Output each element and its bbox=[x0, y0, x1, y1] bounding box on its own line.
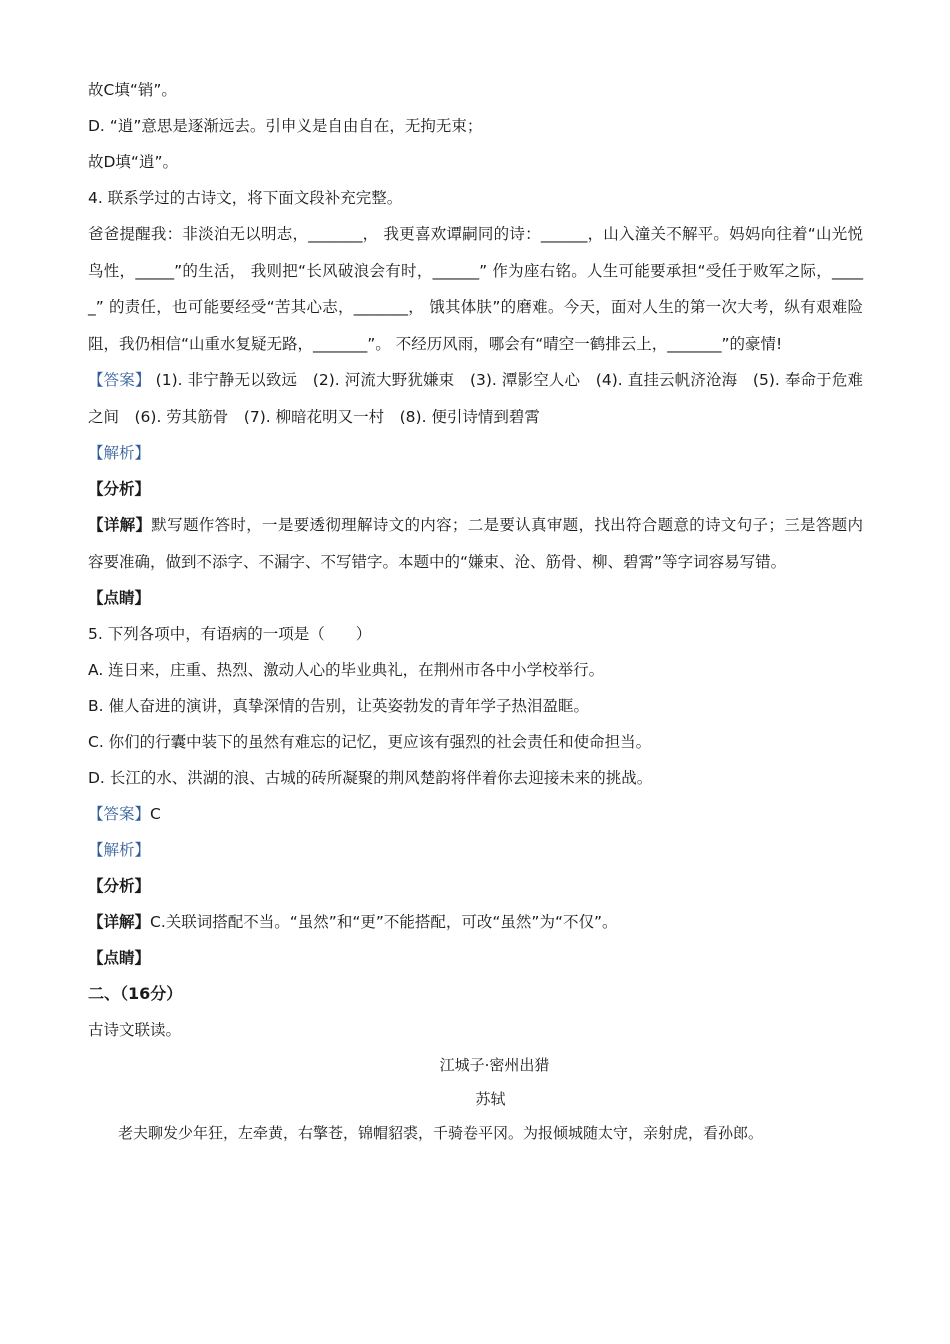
q4-detail-text: 默写题作答时，一是要透彻理解诗文的内容；二是要认真审题，找出符合题意的诗文句子；三是答题内容要准确，做到不添字、不漏字、不写错字。本题中的“嫌束、沧、筋骨、柳、碧霄”等字词容易写错。 bbox=[88, 516, 863, 571]
q4-answer bbox=[88, 362, 863, 435]
section-2-intro: 古诗文联读。 bbox=[88, 1021, 182, 1039]
q5-detail-label: 【详解】 bbox=[88, 913, 151, 931]
q5-option-a: A. 连日来，庄重、热烈、激动人心的毕业典礼，在荆州市各中小学校举行。 bbox=[88, 661, 605, 679]
q5-answer-value: C bbox=[150, 805, 161, 823]
option-d-explanation: D. “逍”意思是逐渐远去。引申义是自由自在，无拘无束； bbox=[88, 117, 483, 135]
q4-answer-label: 【答案】 bbox=[88, 371, 151, 389]
answer-d-line: 故D填“逍”。 bbox=[88, 153, 178, 171]
q4-passage: 爸爸提醒我：非淡泊无以明志，_______， 我更喜欢谭嗣同的诗：______，山入潼关不解平。妈妈向往着“山光悦鸟性，_____”的生活， 我则把“长风破浪会有时，______” 作为座右铭。人生可能要承担“受任于败军之际，_____” 的责任，也可能要经受“苦其心志，_______， 饿其体肤”的磨难。今天，面对人生的第一次大考，纵有艰难险阻，我仍相信“山重水复疑无路，_______”。 不经历风雨，哪会有“晴空一鹤排云上，_______”的豪情! bbox=[88, 225, 863, 353]
q5-analysis-label: 【解析】 bbox=[88, 841, 151, 859]
q5-detail-text: C.关联词搭配不当。“虽然”和“更”不能搭配，可改“虽然”为“不仅”。 bbox=[150, 913, 618, 931]
q5-answer-label: 【答案】 bbox=[88, 805, 151, 823]
q4-analysis-label: 【解析】 bbox=[88, 444, 151, 462]
q4-fenxi-label: 【分析】 bbox=[88, 480, 151, 498]
q5-option-b: B. 催人奋进的演讲，真挚深情的告别，让英姿勃发的青年学子热泪盈眶。 bbox=[88, 697, 589, 715]
document-page bbox=[88, 72, 863, 1150]
q5-option-c: C. 你们的行囊中装下的虽然有难忘的记忆，更应该有强烈的社会责任和使命担当。 bbox=[88, 733, 652, 751]
q5-answer bbox=[88, 796, 863, 832]
q4-dianjing-label: 【点睛】 bbox=[88, 589, 151, 607]
q4-stem: 4. 联系学过的古诗文，将下面文段补充完整。 bbox=[88, 189, 403, 207]
q4-answer-text: (1). 非宁静无以致远 (2). 河流大野犹嫌束 (3). 潭影空人心 (4). 直挂云帆济沧海 (5). 奉命于危难之间 (6). 劳其筋骨 (7). 柳暗花明又一村 (8). 便引诗情到碧霄 bbox=[88, 371, 863, 426]
q5-stem: 5. 下列各项中，有语病的一项是（ ） bbox=[88, 625, 372, 643]
poem-body: 老夫聊发少年狂，左牵黄，右擎苍，锦帽貂裘，千骑卷平冈。为报倾城随太守，亲射虎，看孙郎。 bbox=[118, 1124, 764, 1142]
section-2-heading: 二、（16分） bbox=[88, 984, 183, 1003]
poem-title: 江城子·密州出猎 bbox=[439, 1056, 550, 1074]
q5-dianjing-label: 【点睛】 bbox=[88, 949, 151, 967]
poem-author: 苏轼 bbox=[475, 1090, 506, 1108]
q5-option-d: D. 长江的水、洪湖的浪、古城的砖所凝聚的荆风楚韵将伴着你去迎接未来的挑战。 bbox=[88, 769, 653, 787]
q5-fenxi-label: 【分析】 bbox=[88, 877, 151, 895]
answer-c-line: 故C填“销”。 bbox=[88, 81, 177, 99]
q4-detail-label: 【详解】 bbox=[88, 516, 152, 534]
q4-detail bbox=[88, 507, 863, 580]
q5-detail bbox=[88, 904, 863, 940]
